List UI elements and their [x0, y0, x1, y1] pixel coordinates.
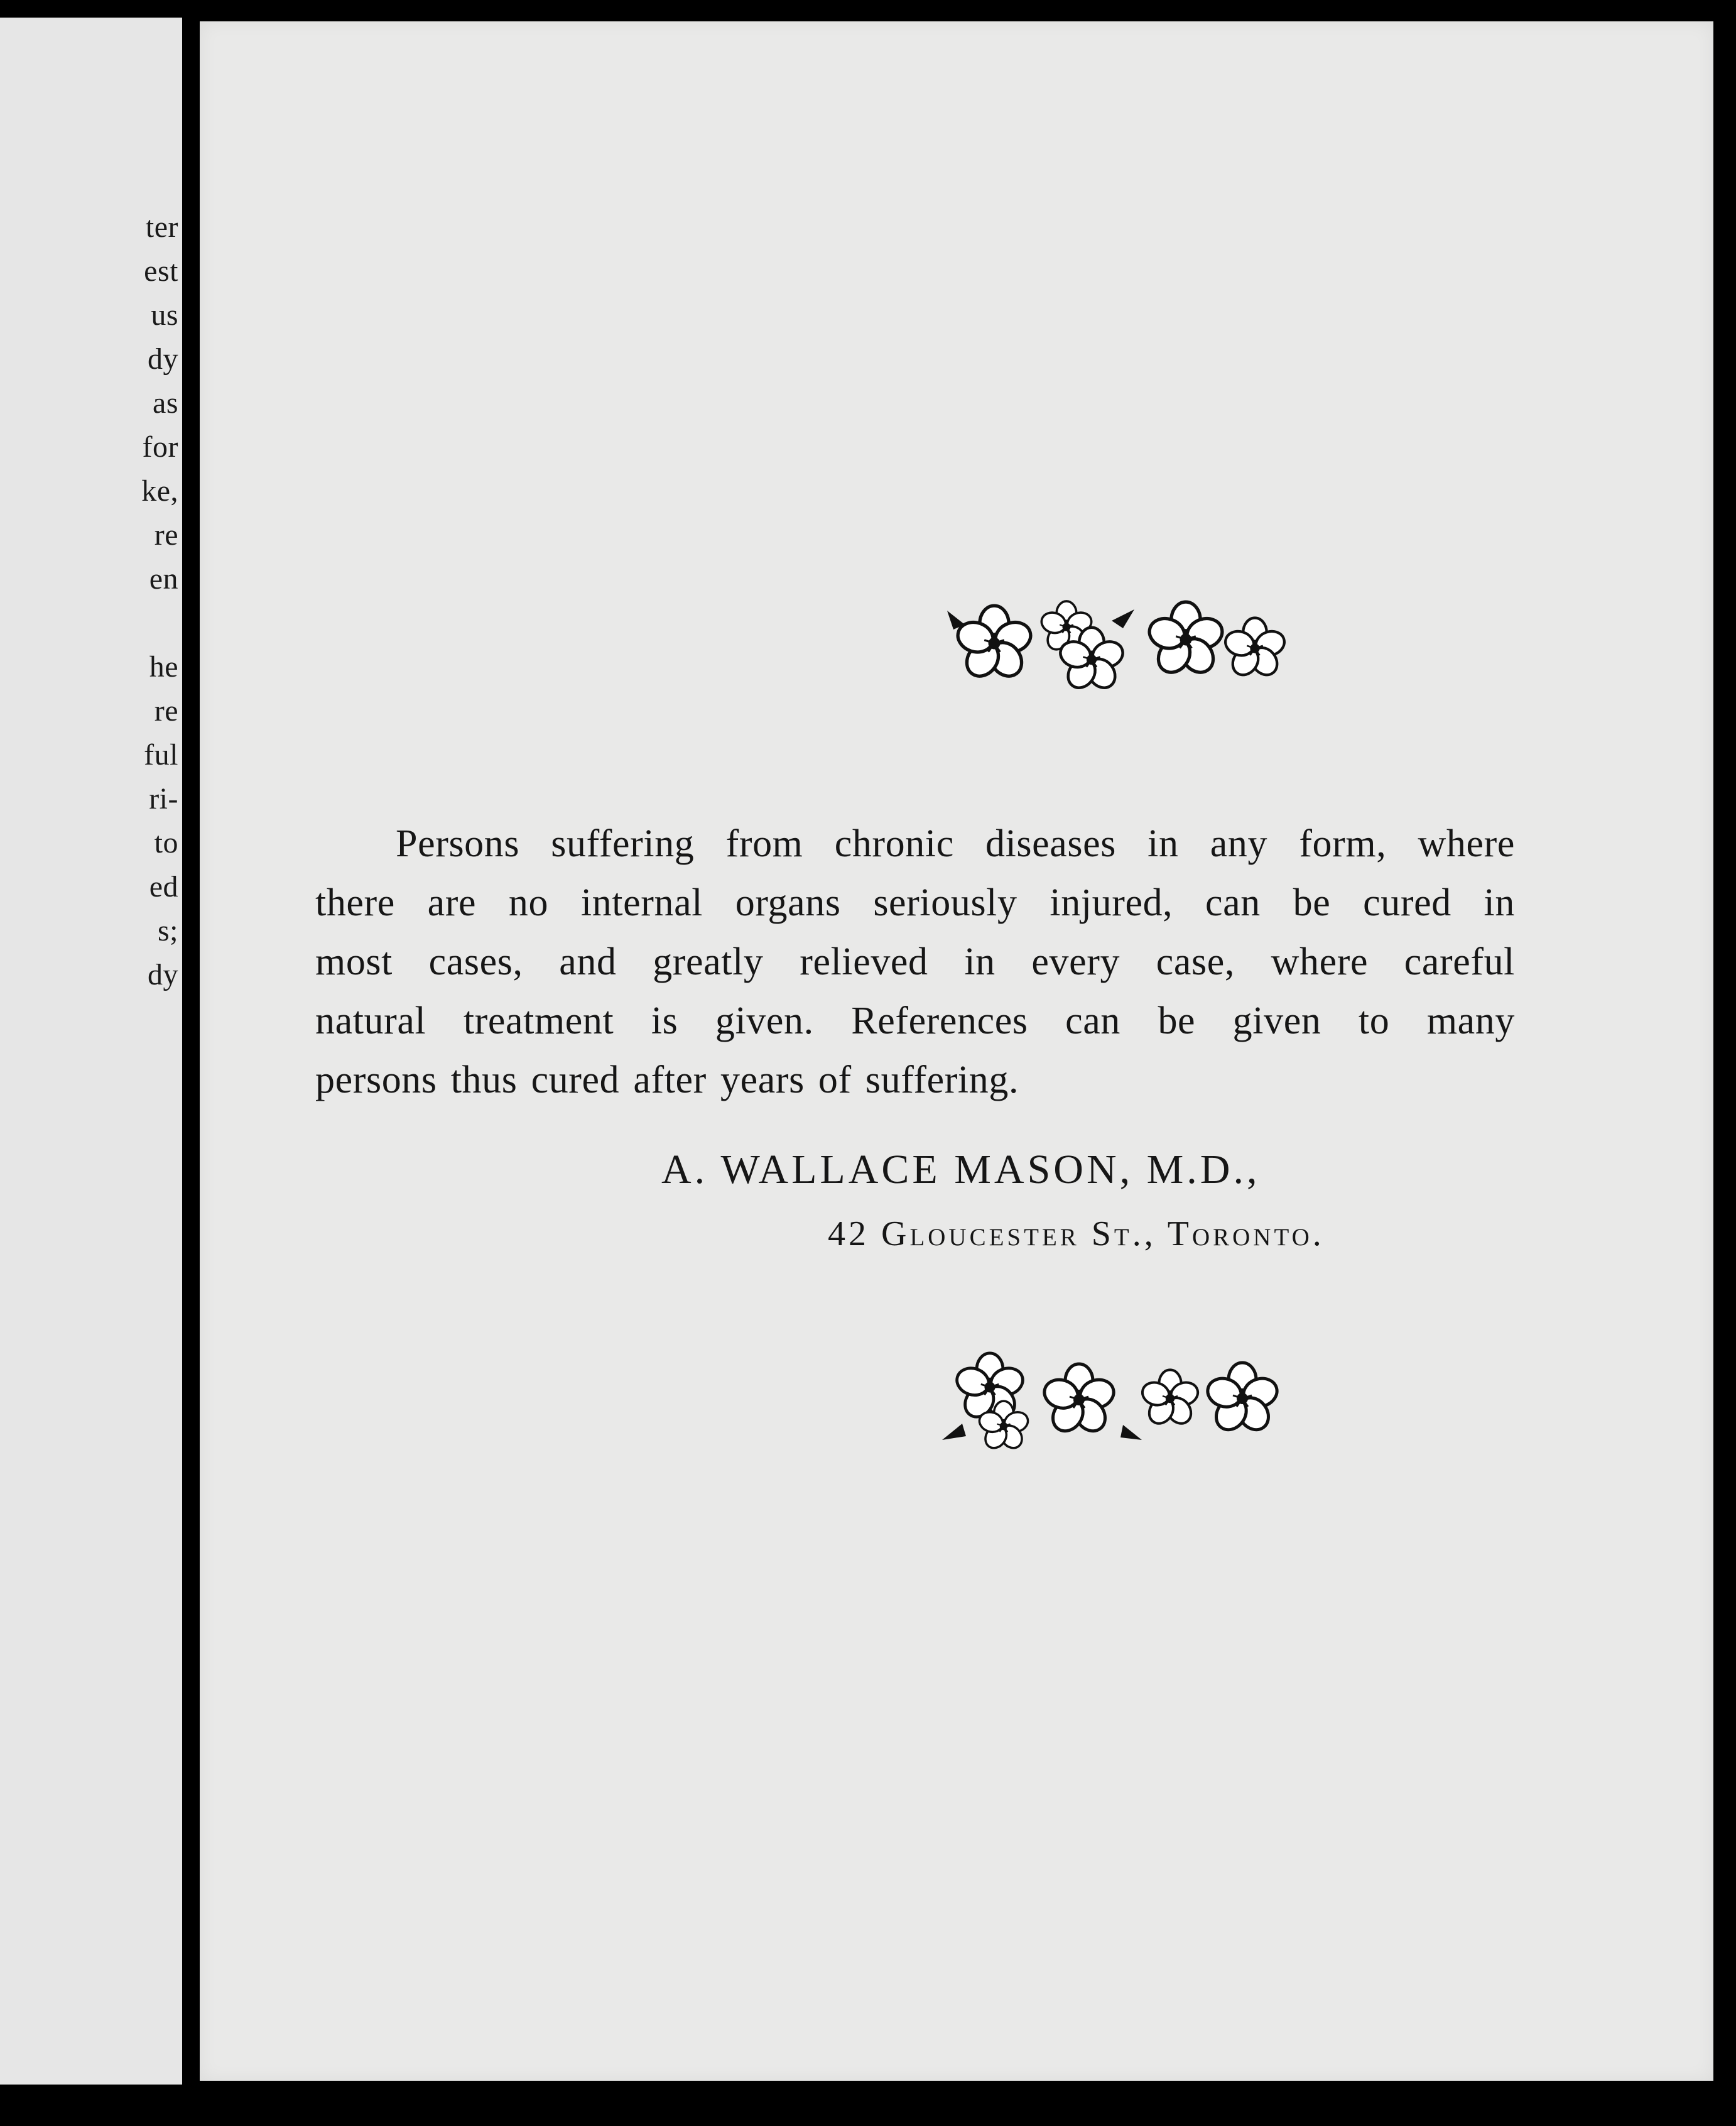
paragraph-line: most cases, and greatly relieved in every case, where careful — [315, 940, 1515, 983]
left-page-fragment: us — [151, 298, 178, 332]
left-page-fragment: as — [153, 386, 178, 420]
left-page-fragment: dy — [148, 958, 178, 991]
left-page-fragment: dy — [148, 342, 178, 376]
left-page-fragment: re — [154, 694, 178, 728]
paragraph-line: natural treatment is given. References can be given to many — [315, 1000, 1515, 1042]
notice-paragraph — [315, 814, 1515, 1109]
left-page-fragment: ter — [145, 210, 178, 244]
left-page-fragment: for — [142, 430, 178, 464]
floral-ornament-bottom — [935, 1348, 1299, 1455]
left-page-fragment: ke, — [141, 474, 178, 508]
left-page-fragment: en — [149, 562, 178, 596]
paragraph-line: Persons suffering from chronic diseases in any form, where — [396, 822, 1515, 865]
author-signature: A. WALLACE MASON, M.D., — [661, 1147, 1261, 1192]
left-page-fragment: s; — [157, 914, 178, 947]
left-page-fragment: to — [154, 826, 178, 859]
left-page-fragment: ri- — [149, 782, 178, 815]
paragraph-line: there are no internal organs seriously injured, can be cured in — [315, 881, 1515, 924]
main-page — [200, 21, 1713, 2081]
left-page-fragment: he — [149, 650, 178, 684]
floral-ornament-top — [935, 592, 1299, 699]
left-page-fragment: ed — [149, 870, 178, 903]
left-page-fragment: est — [144, 254, 178, 288]
author-address: 42 Gloucester St., Toronto. — [828, 1214, 1325, 1253]
left-page-fragment: re — [154, 518, 178, 552]
paragraph-line: persons thus cured after years of suffering. — [315, 1059, 1019, 1101]
left-page-fragment: ful — [144, 738, 178, 771]
left-page-edge — [0, 18, 182, 2085]
